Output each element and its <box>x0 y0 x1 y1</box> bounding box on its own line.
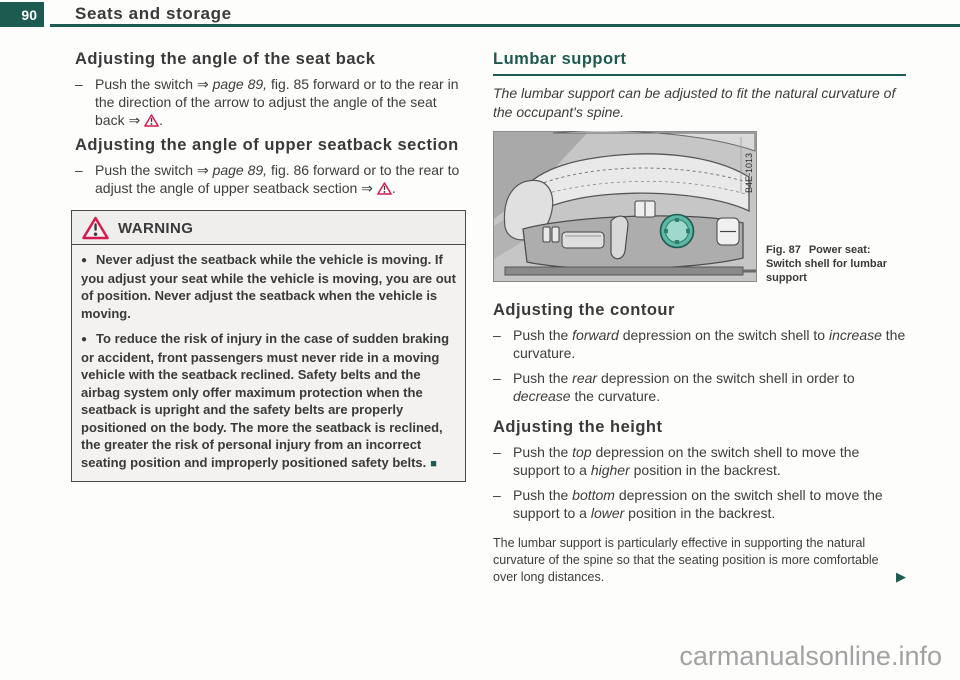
dash-marker: – <box>75 76 83 93</box>
warning-box-header <box>72 211 465 245</box>
text-segment: depression on the switch shell in order to <box>597 370 855 387</box>
emphasis: rear <box>572 370 598 387</box>
text-segment: fig. 85 forward or to the rear in the direction of the arrow to adjust the angle of the seat back ⇒ <box>95 76 459 129</box>
emphasis: lower <box>590 505 625 522</box>
warning-text: To reduce the risk of injury in the case of sudden braking or accident, front passengers must never ride in a moving vehicle with the seatback reclined. Safety belts and the airbag system only offer maximum protection when the seatback is upright and the safety belts are properly positioned on the body. The more the seatback is reclined, the greater the risk of personal injury from an incorrect seating position and improperly positioned safety belts. <box>81 331 450 470</box>
seat-slider-switch <box>562 232 604 248</box>
emphasis: forward <box>572 327 619 344</box>
emphasis: bottom <box>572 487 615 504</box>
warning-triangle-icon <box>377 182 392 195</box>
left-column <box>75 50 466 482</box>
instruction-text <box>513 369 906 405</box>
instruction-item <box>75 75 466 129</box>
warning-box-body <box>72 245 465 481</box>
page-ref: page 89, <box>212 162 268 179</box>
text-segment: depression on the switch shell to move the support to a <box>513 444 860 479</box>
emphasis: higher <box>590 462 630 479</box>
watermark: carmanualsonline.info <box>679 641 942 671</box>
instruction-item <box>493 369 906 405</box>
instruction-item <box>493 486 906 522</box>
figure-caption-text: Power seat: Switch shell for lumbar support <box>766 244 888 284</box>
bullet-dot: ● <box>81 255 88 267</box>
warning-label: WARNING <box>118 219 194 237</box>
seat-switch-small <box>552 227 559 242</box>
dash-marker: – <box>493 487 501 504</box>
text-segment: Push the <box>513 487 573 504</box>
instruction-text <box>95 161 466 197</box>
figure-caption <box>766 243 906 287</box>
outro-text: The lumbar support is particularly effective in supporting the natural curvature of the spine so that the seating position is more comfortable over long distances. <box>493 536 879 585</box>
page-number: 90 <box>21 6 37 23</box>
warning-triangle-icon <box>82 216 109 240</box>
text-segment: depression on the switch shell to move the support to a <box>513 487 883 522</box>
emphasis: top <box>572 444 592 461</box>
text-segment: position in the backrest. <box>624 505 776 522</box>
text-segment: Push the <box>513 327 573 344</box>
text-segment: Push the <box>513 444 573 461</box>
text-segment: the curvature. <box>513 327 906 362</box>
page-number-badge <box>0 2 44 27</box>
right-column <box>493 50 906 586</box>
warning-paragraph <box>81 251 456 322</box>
instruction-text <box>513 443 906 479</box>
dash-marker: – <box>75 162 83 179</box>
instruction-text <box>513 326 906 362</box>
dash-marker: – <box>493 370 501 387</box>
continues-next-page-icon: ▶ <box>896 569 906 585</box>
figure-block <box>493 131 906 287</box>
text-segment: fig. 86 forward or to the rear to adjust the angle of upper seatback section ⇒ <box>95 162 460 197</box>
warning-paragraph <box>81 330 456 473</box>
emphasis: increase <box>828 327 882 344</box>
instruction-text <box>95 75 466 129</box>
text-segment: . <box>391 180 396 197</box>
warning-text: Never adjust the seatback while the vehicle is moving. If you adjust your seat while the vehicle is moving, you are out of position. Never adjust the seatback when the vehicle is moving. <box>81 252 456 321</box>
bullet-dot: ● <box>81 334 88 346</box>
instruction-item <box>493 443 906 479</box>
section-heading-seat-back: Adjusting the angle of the seat back <box>75 50 376 68</box>
text-segment: depression on the switch shell to <box>618 327 829 344</box>
seat-switch-small <box>543 227 550 242</box>
text-segment: the curvature. <box>570 388 661 405</box>
seat-figure-illustration <box>493 131 757 282</box>
dash-marker: – <box>493 327 501 344</box>
figure-code: B4E-1013 <box>744 152 754 193</box>
text-segment: position in the backrest. <box>629 462 781 479</box>
figure-number: Fig. 87 <box>766 244 801 256</box>
emphasis: decrease <box>513 388 571 405</box>
figure-frame <box>493 131 757 287</box>
section-heading-height: Adjusting the height <box>493 418 663 437</box>
header-rule <box>50 24 960 27</box>
instruction-item <box>493 326 906 362</box>
warning-triangle-icon <box>144 114 159 127</box>
outro-paragraph <box>493 535 906 586</box>
section-heading-upper-seatback: Adjusting the angle of upper seatback section <box>75 136 459 155</box>
warning-box <box>71 210 466 482</box>
topic-title-lumbar-support: Lumbar support <box>493 50 906 76</box>
page-ref: page 89, <box>212 76 268 93</box>
dash-marker: – <box>493 444 501 461</box>
section-heading-contour: Adjusting the contour <box>493 301 675 319</box>
text-segment: Push the switch ⇒ <box>95 162 213 179</box>
section-end-marker: ■ <box>430 457 437 470</box>
instruction-text <box>513 486 906 522</box>
text-segment: Push the switch ⇒ <box>95 76 213 93</box>
text-segment: . <box>159 112 163 129</box>
intro-paragraph: The lumbar support can be adjusted to fit the natural curvature of the occupant's spine. <box>493 85 896 120</box>
text-segment: Push the <box>513 370 573 387</box>
instruction-item <box>75 161 466 197</box>
chapter-title: Seats and storage <box>75 4 232 23</box>
